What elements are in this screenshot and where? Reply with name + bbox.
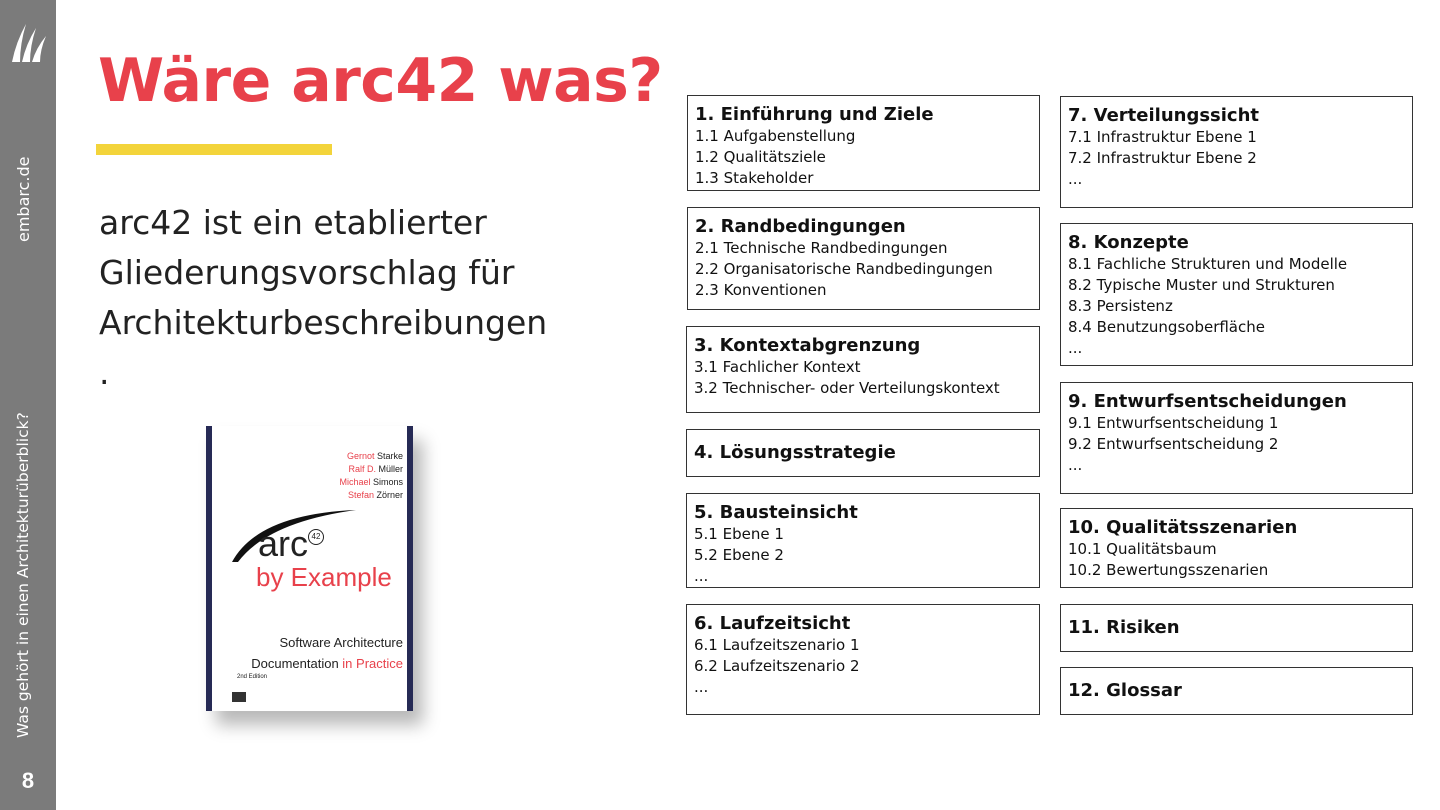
section-item: ... bbox=[1068, 339, 1083, 357]
section-title: 4. Lösungsstrategie bbox=[694, 442, 896, 463]
section-title: 1. Einführung und Ziele bbox=[695, 104, 934, 125]
section-title: 9. Entwurfsentscheidungen bbox=[1068, 391, 1347, 412]
section-title: 3. Kontextabgrenzung bbox=[694, 335, 921, 356]
section-item: 2.3 Konventionen bbox=[695, 281, 827, 299]
book-author: Ralf D. Müller bbox=[348, 464, 403, 474]
section-title: 8. Konzepte bbox=[1068, 232, 1189, 253]
section-item: ... bbox=[1068, 170, 1083, 188]
sidebar bbox=[0, 0, 56, 810]
section-item: 7.1 Infrastruktur Ebene 1 bbox=[1068, 128, 1257, 146]
book-subtitle: Software Architecture Documentation in Practice bbox=[251, 635, 403, 671]
section-box bbox=[1060, 604, 1413, 652]
section-box bbox=[686, 429, 1040, 477]
section-item: 3.2 Technischer- oder Verteilungskontext bbox=[694, 379, 1000, 397]
section-box bbox=[1060, 508, 1413, 588]
book-author: Stefan Zörner bbox=[347, 490, 403, 500]
page-number: 8 bbox=[21, 768, 35, 793]
section-item: 5.2 Ebene 2 bbox=[694, 546, 784, 564]
title-underline bbox=[96, 144, 332, 155]
section-item: 8.4 Benutzungsoberfläche bbox=[1068, 318, 1265, 336]
section-item: 9.1 Entwurfsentscheidung 1 bbox=[1068, 414, 1279, 432]
section-item: 1.2 Qualitätsziele bbox=[695, 148, 826, 166]
section-topic: Was gehört in einen Architekturüberblick? bbox=[14, 412, 32, 738]
section-item: 5.1 Ebene 1 bbox=[694, 525, 784, 543]
sail-logo-icon bbox=[8, 22, 48, 64]
section-title: 12. Glossar bbox=[1068, 680, 1182, 701]
section-box bbox=[686, 326, 1040, 413]
section-box bbox=[687, 95, 1040, 191]
section-item: 7.2 Infrastruktur Ebene 2 bbox=[1068, 149, 1257, 167]
book-author: Gernot Starke bbox=[346, 451, 403, 461]
section-title: 11. Risiken bbox=[1068, 617, 1180, 638]
publisher-logo-icon bbox=[232, 692, 246, 702]
section-item: 9.2 Entwurfsentscheidung 2 bbox=[1068, 435, 1279, 453]
section-box bbox=[1060, 382, 1413, 494]
section-item: ... bbox=[1068, 456, 1083, 474]
section-item: ... bbox=[694, 678, 709, 696]
section-box bbox=[686, 493, 1040, 588]
section-item: 2.1 Technische Randbedingungen bbox=[695, 239, 948, 257]
section-item: 3.1 Fachlicher Kontext bbox=[694, 358, 861, 376]
book-cover bbox=[206, 426, 413, 711]
section-box bbox=[686, 604, 1040, 715]
section-title: 6. Laufzeitsicht bbox=[694, 613, 851, 634]
section-item: 1.3 Stakeholder bbox=[695, 169, 814, 187]
section-title: 2. Randbedingungen bbox=[695, 216, 906, 237]
section-box bbox=[1060, 667, 1413, 715]
section-title: 5. Bausteinsicht bbox=[694, 502, 858, 523]
section-item: 8.1 Fachliche Strukturen und Modelle bbox=[1068, 255, 1348, 273]
section-item: ... bbox=[694, 567, 709, 585]
section-item: 10.2 Bewertungsszenarien bbox=[1068, 561, 1269, 579]
section-title: 7. Verteilungssicht bbox=[1068, 105, 1260, 126]
section-item: 6.1 Laufzeitszenario 1 bbox=[694, 636, 860, 654]
section-box bbox=[1060, 223, 1413, 366]
book-byline: by Example bbox=[256, 562, 392, 592]
section-item: 6.2 Laufzeitszenario 2 bbox=[694, 657, 860, 675]
section-item: 8.2 Typische Muster und Strukturen bbox=[1068, 276, 1335, 294]
book-brand: arc bbox=[258, 523, 309, 564]
section-title: 10. Qualitätsszenarien bbox=[1068, 517, 1298, 538]
site-name: embarc.de bbox=[14, 156, 33, 242]
section-item: 2.2 Organisatorische Randbedingungen bbox=[695, 260, 993, 278]
slide-title: Wäre arc42 was? bbox=[98, 46, 663, 116]
section-box bbox=[1060, 96, 1413, 208]
section-item: 1.1 Aufgabenstellung bbox=[695, 127, 856, 145]
book-brand-badge: 42 bbox=[308, 529, 324, 545]
section-item: 8.3 Persistenz bbox=[1068, 297, 1173, 315]
book-author: Michael Simons bbox=[339, 477, 403, 487]
section-box bbox=[687, 207, 1040, 310]
slide-description: arc42 ist ein etablierter Gliederungsvorschlag für Architekturbeschreibungen . bbox=[99, 203, 548, 392]
book-authors bbox=[339, 450, 403, 502]
section-item: 10.1 Qualitätsbaum bbox=[1068, 540, 1217, 558]
book-edition: 2nd Edition bbox=[237, 674, 268, 680]
